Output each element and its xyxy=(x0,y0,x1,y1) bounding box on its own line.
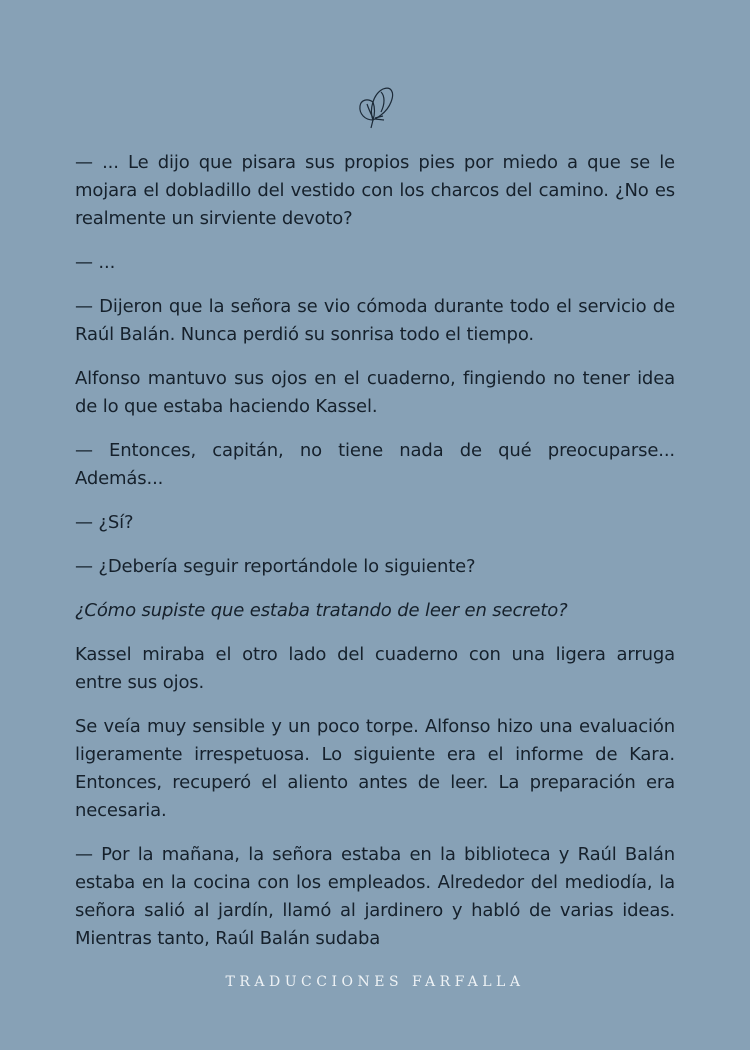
paragraph: — ... Le dijo que pisara sus propios pies por miedo a que se le mojara el dobladillo del vestido con los charcos del camino. ¿No es realmente un sirviente devoto? xyxy=(75,152,675,229)
paragraph: — ¿Sí? xyxy=(75,512,134,533)
paragraph: — Por la mañana, la señora estaba en la biblioteca y Raúl Balán estaba en la cocina con los empleados. Alrededor del mediodía, la señora salió al jardín, llamó al jardinero y habló de varias ideas. Mientras tanto, Raúl Balán sudaba xyxy=(75,844,675,949)
butterfly-icon xyxy=(355,84,397,130)
paragraph: Alfonso mantuvo sus ojos en el cuaderno, fingiendo no tener idea de lo que estaba haciendo Kassel. xyxy=(75,368,675,417)
paragraph: Se veía muy sensible y un poco torpe. Alfonso hizo una evaluación ligeramente irrespetuosa. Lo siguiente era el informe de Kara. Entonces, recuperó el aliento antes de leer. La preparación era necesaria. xyxy=(75,716,675,821)
paragraph: Kassel miraba el otro lado del cuaderno con una ligera arruga entre sus ojos. xyxy=(75,644,675,693)
page-body xyxy=(75,149,675,969)
footer-credit: TRADUCCIONES FARFALLA xyxy=(225,974,525,990)
paragraph: — Entonces, capitán, no tiene nada de qué preocuparse... Además... xyxy=(75,440,675,489)
paragraph: ¿Cómo supiste que estaba tratando de leer en secreto? xyxy=(75,600,568,621)
paragraph: — Dijeron que la señora se vio cómoda durante todo el servicio de Raúl Balán. Nunca perdió su sonrisa todo el tiempo. xyxy=(75,296,675,345)
paragraph: — ... xyxy=(75,252,116,273)
paragraph: — ¿Debería seguir reportándole lo siguiente? xyxy=(75,556,476,577)
